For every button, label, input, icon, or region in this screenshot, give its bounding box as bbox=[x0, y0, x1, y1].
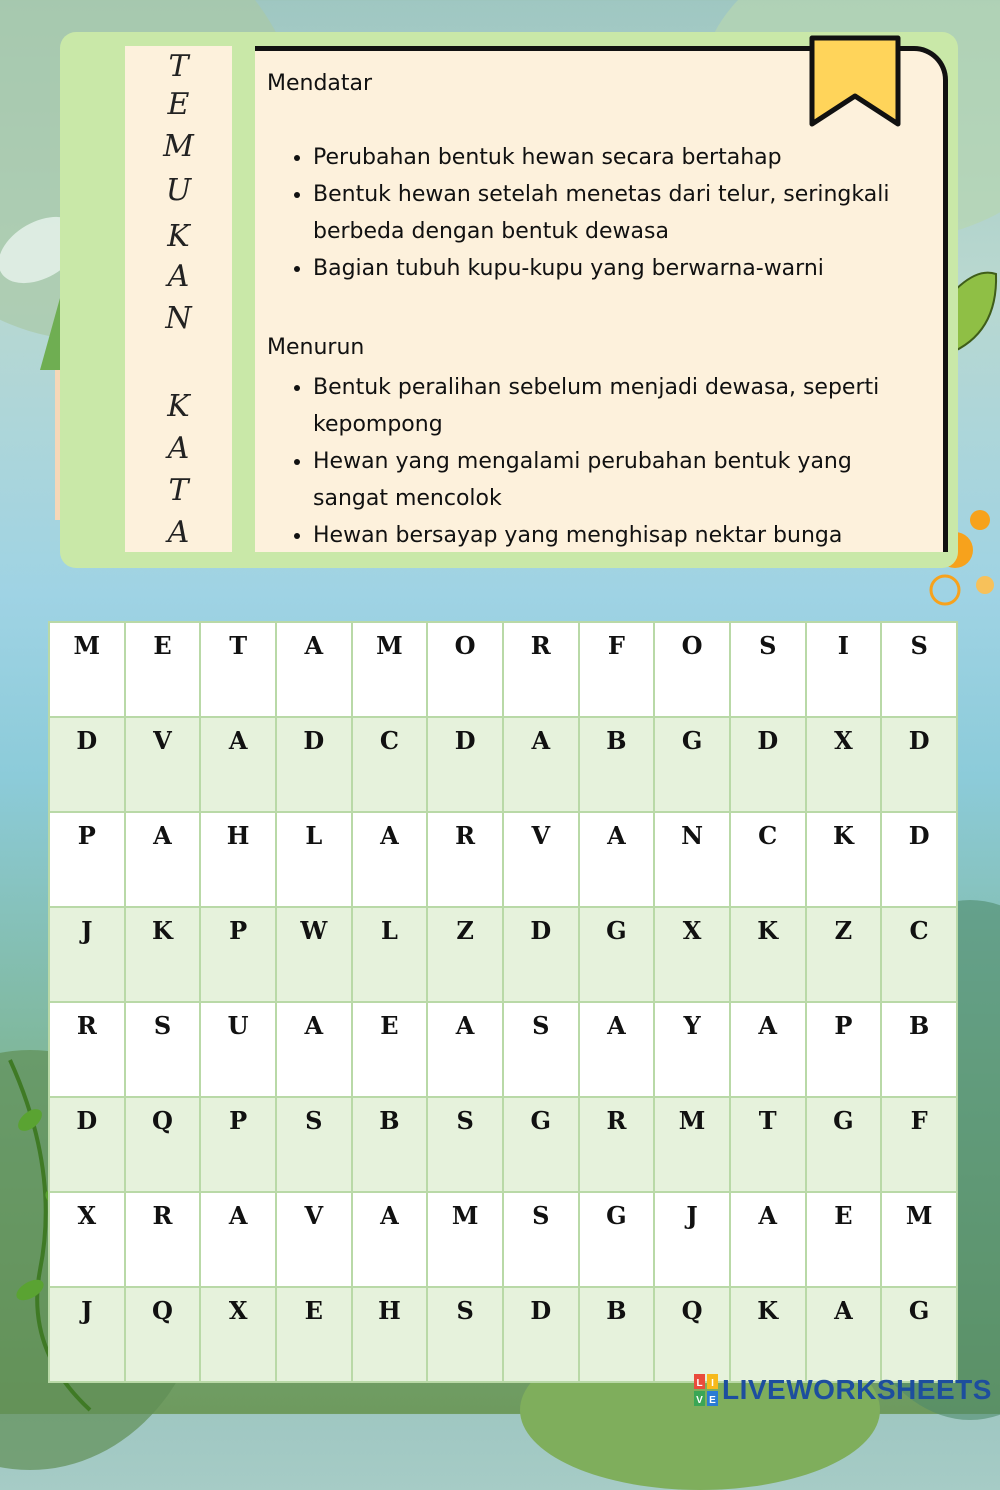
grid-cell[interactable]: K bbox=[730, 1287, 806, 1382]
grid-cell[interactable]: G bbox=[503, 1097, 579, 1192]
grid-cell[interactable]: E bbox=[276, 1287, 352, 1382]
grid-cell[interactable]: A bbox=[200, 717, 276, 812]
grid-cell[interactable]: B bbox=[352, 1097, 428, 1192]
title-letter: K bbox=[167, 389, 190, 424]
grid-cell[interactable]: X bbox=[49, 1192, 125, 1287]
grid-cell[interactable]: A bbox=[276, 1002, 352, 1097]
grid-cell[interactable]: A bbox=[427, 1002, 503, 1097]
title-letter: N bbox=[165, 301, 192, 336]
grid-cell[interactable]: L bbox=[352, 907, 428, 1002]
grid-cell[interactable]: U bbox=[200, 1002, 276, 1097]
title-letter: A bbox=[167, 515, 190, 550]
grid-row bbox=[49, 907, 957, 1002]
liveworksheets-logo-icon bbox=[694, 1374, 718, 1406]
grid-cell[interactable]: S bbox=[503, 1192, 579, 1287]
grid-cell[interactable]: D bbox=[276, 717, 352, 812]
grid-cell[interactable]: V bbox=[503, 812, 579, 907]
title-letter: T bbox=[168, 49, 189, 84]
grid-cell[interactable]: M bbox=[654, 1097, 730, 1192]
grid-row bbox=[49, 1002, 957, 1097]
grid-cell[interactable]: A bbox=[730, 1192, 806, 1287]
bookmark-icon bbox=[808, 34, 904, 130]
grid-cell[interactable]: A bbox=[352, 812, 428, 907]
grid-cell[interactable]: L bbox=[276, 812, 352, 907]
grid-cell[interactable]: V bbox=[125, 717, 201, 812]
grid-cell[interactable]: Y bbox=[654, 1002, 730, 1097]
grid-cell[interactable]: C bbox=[881, 907, 957, 1002]
grid-cell[interactable]: X bbox=[654, 907, 730, 1002]
grid-cell[interactable]: P bbox=[200, 907, 276, 1002]
title-letter: A bbox=[167, 431, 190, 466]
grid-cell[interactable]: P bbox=[200, 1097, 276, 1192]
grid-cell[interactable]: T bbox=[730, 1097, 806, 1192]
title-letter: A bbox=[167, 259, 190, 294]
title-letter: T bbox=[168, 473, 189, 508]
grid-cell[interactable]: M bbox=[49, 622, 125, 717]
grid-cell[interactable]: O bbox=[427, 622, 503, 717]
grid-cell[interactable]: F bbox=[579, 622, 655, 717]
grid-cell[interactable]: D bbox=[503, 1287, 579, 1382]
watermark-text: LIVEWORKSHEETS bbox=[722, 1374, 992, 1405]
grid-cell[interactable]: M bbox=[352, 622, 428, 717]
grid-row bbox=[49, 1287, 957, 1382]
grid-cell[interactable]: I bbox=[806, 622, 882, 717]
grid-cell[interactable]: W bbox=[276, 907, 352, 1002]
grid-cell[interactable]: D bbox=[881, 717, 957, 812]
grid-cell[interactable]: H bbox=[352, 1287, 428, 1382]
grid-cell[interactable]: D bbox=[730, 717, 806, 812]
grid-cell[interactable]: P bbox=[49, 812, 125, 907]
word-search-grid bbox=[48, 621, 958, 1383]
grid-cell[interactable]: G bbox=[881, 1287, 957, 1382]
grid-cell[interactable]: G bbox=[579, 1192, 655, 1287]
logo-letter: I bbox=[711, 1378, 714, 1389]
grid-cell[interactable]: Q bbox=[125, 1097, 201, 1192]
grid-cell[interactable]: G bbox=[579, 907, 655, 1002]
title-letter: U bbox=[165, 173, 192, 208]
title-letter: E bbox=[167, 87, 190, 122]
grid-cell[interactable]: D bbox=[503, 907, 579, 1002]
grid-cell[interactable]: D bbox=[427, 717, 503, 812]
grid-cell[interactable]: K bbox=[125, 907, 201, 1002]
grid-cell[interactable]: E bbox=[352, 1002, 428, 1097]
grid-cell[interactable]: R bbox=[579, 1097, 655, 1192]
grid-cell[interactable]: C bbox=[730, 812, 806, 907]
mendatar-clue-list bbox=[285, 139, 933, 287]
grid-cell[interactable]: A bbox=[125, 812, 201, 907]
title-letter: M bbox=[163, 129, 194, 164]
grid-cell[interactable]: A bbox=[503, 717, 579, 812]
grid-cell[interactable]: Z bbox=[427, 907, 503, 1002]
grid-row bbox=[49, 1192, 957, 1287]
grid-cell[interactable]: X bbox=[200, 1287, 276, 1382]
grid-cell[interactable]: D bbox=[49, 717, 125, 812]
grid-row bbox=[49, 1097, 957, 1192]
grid-cell[interactable]: D bbox=[881, 812, 957, 907]
grid-cell[interactable]: A bbox=[352, 1192, 428, 1287]
grid-cell[interactable]: B bbox=[579, 1287, 655, 1382]
grid-cell[interactable]: A bbox=[806, 1287, 882, 1382]
grid-cell[interactable]: V bbox=[276, 1192, 352, 1287]
clue-item: • Bagian tubuh kupu-kupu yang berwarna-warni bbox=[313, 250, 933, 287]
grid-cell[interactable]: P bbox=[806, 1002, 882, 1097]
grid-row bbox=[49, 622, 957, 717]
menurun-clue-list bbox=[285, 369, 933, 554]
grid-cell[interactable]: S bbox=[881, 622, 957, 717]
grid-cell[interactable]: J bbox=[49, 1287, 125, 1382]
grid-cell[interactable]: M bbox=[881, 1192, 957, 1287]
clue-item: • Bentuk peralihan sebelum menjadi dewasa, seperti kepompong bbox=[313, 369, 933, 443]
grid-cell[interactable]: R bbox=[503, 622, 579, 717]
logo-letter: E bbox=[709, 1395, 716, 1406]
menurun-heading: Menurun bbox=[267, 335, 365, 360]
grid-cell[interactable]: C bbox=[352, 717, 428, 812]
grid-cell[interactable]: O bbox=[654, 622, 730, 717]
title-strip bbox=[125, 46, 232, 552]
grid-cell[interactable]: G bbox=[806, 1097, 882, 1192]
grid-cell[interactable]: S bbox=[427, 1097, 503, 1192]
grid-cell[interactable]: J bbox=[654, 1192, 730, 1287]
logo-letter: L bbox=[696, 1378, 703, 1389]
grid-cell[interactable]: S bbox=[125, 1002, 201, 1097]
grid-cell[interactable]: S bbox=[503, 1002, 579, 1097]
grid-cell[interactable]: S bbox=[427, 1287, 503, 1382]
title-letter: K bbox=[167, 219, 190, 254]
liveworksheets-watermark bbox=[694, 1374, 992, 1406]
logo-letter: V bbox=[696, 1395, 703, 1406]
grid-cell[interactable]: T bbox=[200, 622, 276, 717]
grid-cell[interactable]: N bbox=[654, 812, 730, 907]
grid-cell[interactable]: A bbox=[200, 1192, 276, 1287]
mendatar-heading: Mendatar bbox=[267, 71, 373, 96]
grid-cell[interactable]: K bbox=[730, 907, 806, 1002]
grid-cell[interactable]: E bbox=[125, 622, 201, 717]
grid-cell[interactable]: G bbox=[654, 717, 730, 812]
grid-cell[interactable]: A bbox=[579, 812, 655, 907]
grid-cell[interactable]: D bbox=[49, 1097, 125, 1192]
grid-cell[interactable]: B bbox=[579, 717, 655, 812]
grid-cell[interactable]: Z bbox=[806, 907, 882, 1002]
grid-cell[interactable]: Q bbox=[654, 1287, 730, 1382]
grid-cell[interactable]: Q bbox=[125, 1287, 201, 1382]
grid-cell[interactable]: B bbox=[881, 1002, 957, 1097]
grid-cell[interactable]: S bbox=[730, 622, 806, 717]
grid-cell[interactable]: E bbox=[806, 1192, 882, 1287]
grid-cell[interactable]: A bbox=[579, 1002, 655, 1097]
grid-cell[interactable]: J bbox=[49, 907, 125, 1002]
grid-cell[interactable]: S bbox=[276, 1097, 352, 1192]
grid-cell[interactable]: R bbox=[427, 812, 503, 907]
grid-cell[interactable]: A bbox=[276, 622, 352, 717]
grid-cell[interactable]: K bbox=[806, 812, 882, 907]
grid-cell[interactable]: H bbox=[200, 812, 276, 907]
grid-row bbox=[49, 812, 957, 907]
grid-cell[interactable]: M bbox=[427, 1192, 503, 1287]
grid-row bbox=[49, 717, 957, 812]
clue-item: • Hewan bersayap yang menghisap nektar bunga bbox=[313, 517, 933, 554]
grid-cell[interactable]: X bbox=[806, 717, 882, 812]
clue-item: • Bentuk hewan setelah menetas dari telur, seringkali berbeda dengan bentuk dewasa bbox=[313, 176, 933, 250]
grid-cell[interactable]: R bbox=[125, 1192, 201, 1287]
grid-cell[interactable]: F bbox=[881, 1097, 957, 1192]
clue-item: • Perubahan bentuk hewan secara bertahap bbox=[313, 139, 933, 176]
grid-cell[interactable]: R bbox=[49, 1002, 125, 1097]
grid-cell[interactable]: A bbox=[730, 1002, 806, 1097]
clue-item: • Hewan yang mengalami perubahan bentuk yang sangat mencolok bbox=[313, 443, 933, 517]
